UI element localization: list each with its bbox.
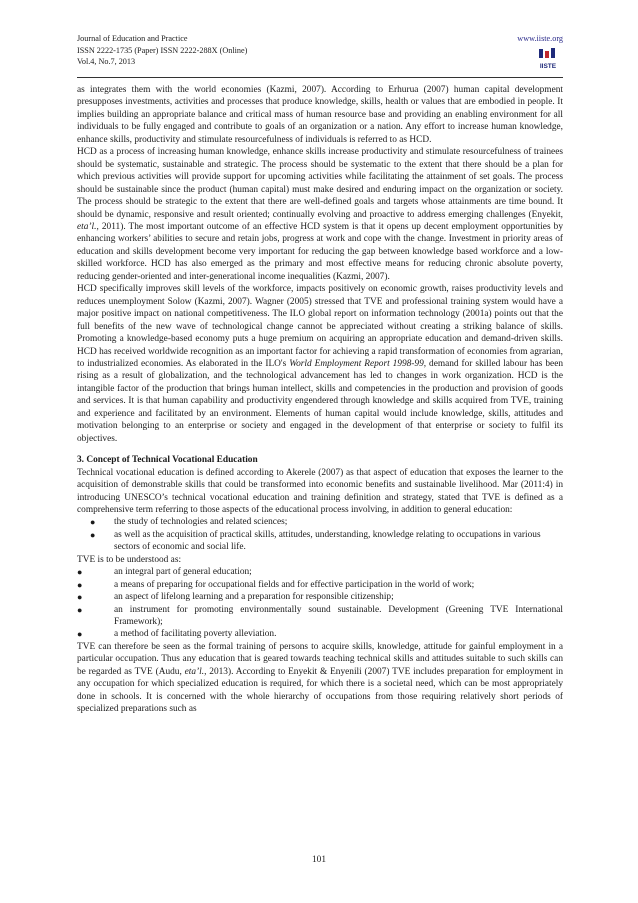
svg-text:IISTE: IISTE (539, 63, 557, 70)
paragraph-1: as integrates them with the world economies (Kazmi, 2007). According to Erhurua (2007) human capital development presupposes investments, activities and processes that produce knowledge, skills, health or values that are embodied in people. It implies building an appropriate balance and critical mass of human resource base and providing an enabling environment for all individuals to be fully engaged and contribute to goals of an organization or a nation. Any effort to increase human knowledge, enhance skills, productivity and stimulate resourcefulness of individuals is referred to as HCD. (77, 85, 563, 145)
bullet-icon: ● (77, 629, 83, 640)
paragraph-2: HCD as a process of increasing human knowledge, enhance skills increase productivity and stimulate resourcefulness of trainees should be systematic, sustainable and strategic. The process should be systematic to the extent that there should be a plan for which previous activities will provide support for upcoming activities while facilitating the attainment of set goals. The process should be sustainable since the product (human capital) must make desired and enduring impact on the organization or society. The process should be strategic to the extent that there are well-defined goals and targets whose attainments are time bound. It should be dynamic, responsive and result oriented; continually evolving and proactive to address emerging challenges (Enyekit, eta’l., 2011). The most important outcome of an effective HCD system is that it opens up decent employment opportunities by enhancing workers’ abilities to secure and retain jobs, progress at work and cope with the change. Investment in priority areas of education and skills development become very important for reducing the gap between knowledge based workforce and a low-skilled workforce. HCD has also emerged as the primary and most effective means for reducing chronic absolute poverty, reducing gender-oriented and inter-generational income inequalities (Kazmi, 2007). (77, 147, 563, 282)
iiste-logo (537, 48, 559, 72)
journal-info (77, 33, 247, 68)
list-item: ● a method of facilitating poverty alleviation. (77, 629, 277, 640)
header-rule (77, 77, 563, 78)
list-item: ● a means of preparing for occupational fields and for effective participation in the world of work; (77, 579, 475, 590)
paragraph-4: Technical vocational education is defined according to Akerele (2007) as that aspect of education that exposes the learner to the acquisition of demonstrable skills that could be transformed into economic benefits and sustainable livelihood. Mar (2011:4) in introducing UNESCO’s technical vocational education and training definition and strategy, stated that TVE is defined as a comprehensive term referring to those aspects of the educational process involving, in addition to general education: (77, 467, 563, 515)
journal-title: Journal of Education and Practice (77, 34, 188, 43)
journal-url-link[interactable]: www.iiste.org (517, 34, 563, 43)
bullet-list-1 (77, 516, 563, 553)
list-item: ● as well as the acquisition of practical skills, attitudes, understanding, knowledge relating to occupations in various sectors of economic and social life. (90, 529, 541, 553)
issn-line: ISSN 2222-1735 (Paper) ISSN 2222-288X (Online) (77, 45, 248, 55)
list-item: ● the study of technologies and related sciences; (90, 517, 288, 528)
page-number: 101 (311, 855, 327, 865)
list-item: ● an integral part of general education; (77, 567, 252, 578)
bullet-icon: ● (77, 579, 83, 590)
bullet-icon: ● (90, 529, 96, 540)
bullet-icon: ● (90, 517, 96, 528)
list-item: ● an instrument for promoting environmentally sound sustainable. Development (Greening TVE International Framework); (77, 604, 563, 628)
bullet-icon: ● (77, 567, 83, 578)
list-item: ● an aspect of lifelong learning and a preparation for responsible citizenship; (77, 592, 394, 603)
paragraph-6: TVE can therefore be seen as the formal training of persons to acquire skills, knowledge, attitude for gainful employment in a particular occupation. Thus any education that is geared towards teaching technical skills and attitudes suitable to such skills can be regarded as TVE (Audu, eta’l., 2013). According to Enyekit & Enyenili (2007) TVE includes preparation for employment in any occupation for which specialized education is required, for which there is a societal need, which can be most appropriately done in schools. It is concerned with the whole hierarchy of occupations from those requiring relatively short periods of specialized preparations such as (77, 641, 563, 715)
section-heading: 3. Concept of Technical Vocational Education (77, 455, 258, 466)
volume-line: Vol.4, No.7, 2013 (77, 57, 136, 66)
article-body (77, 84, 563, 716)
bullet-icon: ● (77, 604, 83, 615)
paragraph-3: HCD specifically improves skill levels of the workforce, impacts positively on economic growth, raises productivity levels and reduces unemployment Solow (Kazmi, 2007). Wagner (2005) stressed that TVE and professional training system would have a major positive impact on national competitiveness. The ILO global report on information technology (2001a) points out that the full benefits of the new wave of technological change cannot be appreciated without creating a striking balance of skills. Promoting a knowledge-based economy puts a huge premium on acquiring an appropriate education and demand-driven skills. HCD has received worldwide recognition as an important factor for achieving a rapid transformation of economies from agrarian, to industrialized economies. As elaborated in the ILO's World Employment Report 1998-99, demand for skilled labour has been rising as a result of globalization, and the technological advancement has led to changes in work organization. HCD is the intangible factor of the production that brings human intellect, skills and competencies in the production and provision of goods and services. It is that human capability and productivity engendered through knowledge and skills acquired from TVE, training and experience and facilitated by an environment. Elements of human capital would include knowledge, skills, attitudes and motivation belonging to an enterprise or society and engaged in the development of that enterprise or society to fulfil its objectives. (77, 284, 564, 444)
bullet-list-2 (77, 566, 563, 641)
bullet-icon: ● (77, 592, 83, 603)
paragraph-5: TVE is to be understood as: (77, 554, 182, 565)
